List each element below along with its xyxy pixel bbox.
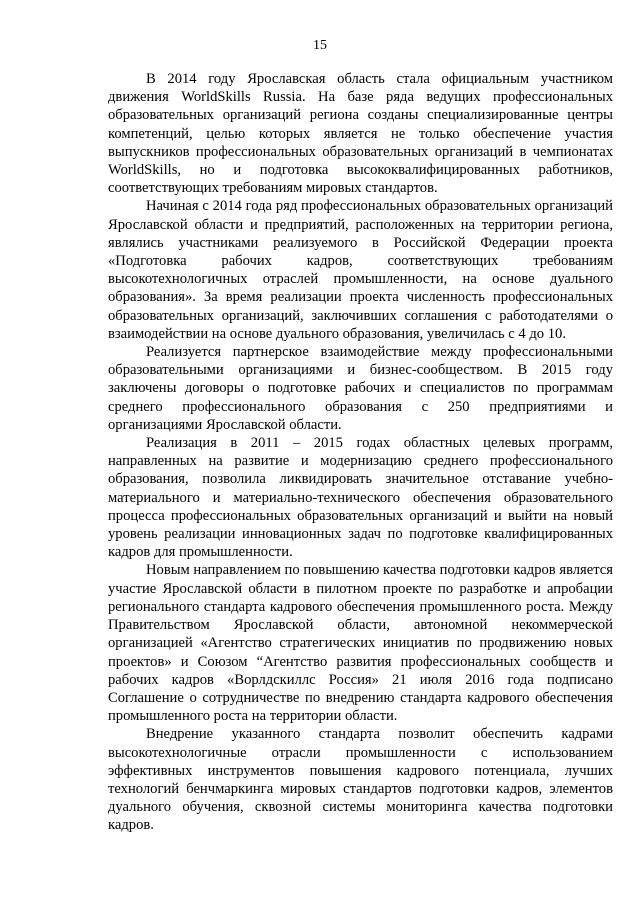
body-text <box>108 70 613 835</box>
page-number: 15 <box>313 38 327 53</box>
paragraph-worldskills: В 2014 году Ярославская область стала официальным участником движения WorldSkills Russia. На базе ряда ведущих профессиональных образовательных организаций региона созданы специализированные центры компетенций, целью которых является не только обеспечение участия выпускников профессиональных образовательных организаций в чемпионатах WorldSkills, но и подготовка высококвалифицированных работников, соответствующих требованиям мировых стандартов. <box>108 71 613 197</box>
paragraph-dual-education: Начиная с 2014 года ряд профессиональных образовательных организаций Ярославской области и предприятий, расположенных на территории региона, являлись участниками реализуемого в Российской Федерации проекта «Подготовка рабочих кадров, соответствующих требованиям высокотехнологичных отраслей промышленности, на основе дуального образования». За время реализации проекта численность профессиональных образовательных организаций, заключивших соглашения с работодателями о взаимодействии на основе дуального образования, увеличилась с 4 до 10. <box>108 198 613 342</box>
paragraph-standard-implementation: Внедрение указанного стандарта позволит обеспечить кадрами высокотехнологичные отрасли промышленности с использованием эффективных инструментов повышения кадрового потенциала, лучших технологий бенчмаркинга мировых стандартов подготовки кадров, элементов дуального обучения, сквозной системы мониторинга качества подготовки кадров. <box>108 726 613 834</box>
paragraph-pilot-project: Новым направлением по повышению качества подготовки кадров является участие Ярославской области в пилотном проекте по разработке и апробации регионального стандарта кадрового обеспечения промышленного роста. Между Правительством Ярославской области, автономной некоммерческой организацией «Агентство стратегических инициатив по продвижению новых проектов» и Союзом “Агентство развития профессиональных сообществ и рабочих кадров «Ворлдскиллс Россия» 21 июля 2016 года подписано Соглашение о сотрудничестве по внедрению стандарта кадрового обеспечения промышленного роста на территории области. <box>108 562 613 725</box>
paragraph-target-programs: Реализация в 2011 – 2015 годах областных целевых программ, направленных на развитие и модернизацию среднего профессионального образования, позволила ликвидировать значительное отставание учебно-материального и материально-технического обеспечения образовательного процесса профессиональных образовательных организаций и выйти на новый уровень реализации инновационных задач по подготовке квалифицированных кадров для промышленности. <box>108 435 613 561</box>
paragraph-partnership: Реализуется партнерское взаимодействие между профессиональными образовательными организациями и бизнес-сообществом. В 2015 году заключены договоры о подготовке рабочих и специалистов по программам среднего профессионального образования с 250 предприятиями и организациями Ярославской области. <box>108 344 613 433</box>
